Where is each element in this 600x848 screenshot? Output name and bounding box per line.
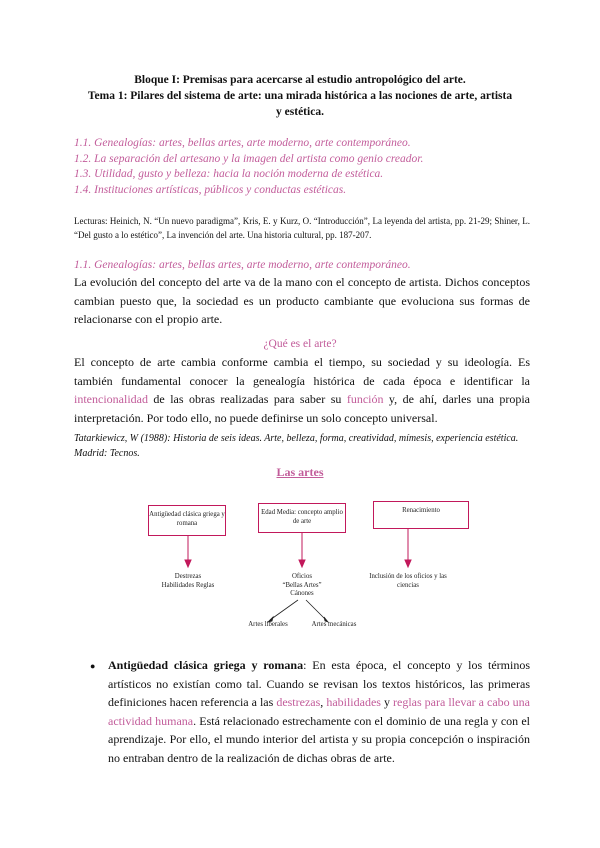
bullet-heading: Antigüedad clásica griega y romana	[108, 658, 304, 672]
label-artes-liberales: Artes liberales	[248, 621, 288, 628]
label-inclusion: Inclusión de los oficios y las ciencias	[369, 573, 447, 589]
title-line-1: Bloque I: Premisas para acercarse al estudio antropológico del arte.	[134, 74, 466, 86]
bullet-paragraph: Antigüedad clásica griega y romana: En esta época, el concepto y los términos artísticos no existían como tal. Cuando se revisan los textos históricos, las primeras definiciones hacen referencia a las destrezas, habilidades y reglas para llevar a cabo una actividad humana. Está relacionado estrechamente con el dominio de una regla y con el aprendizaje. Por ello, el mundo interior del artista y su propia concepción o inspiración no entraban dentro de la realización de dichas obras de arte.	[108, 658, 530, 765]
citation: Tatarkiewicz, W (1988): Historia de seis ideas. Arte, belleza, forma, creatividad, mímesis, experiencia estética. Madrid: Tecnos.	[74, 433, 519, 459]
label-artes-mecanicas: Artes mecánicas	[311, 621, 357, 628]
section-paragraph: La evolución del concepto del arte va de la mano con el concepto de artista. Dichos conceptos cambian puesto que, la sociedad es un producto cambiante que evoluciona sus formas de relacionarse con el propio arte.	[74, 275, 530, 326]
highlight-funcion: función	[346, 392, 384, 406]
toc-item: 1.2. La separación del artesano y la imagen del artista como genio creador.	[74, 152, 424, 165]
box-antiguedad: Antigüedad clásica griega y romana	[148, 505, 226, 536]
diagram-title: Las artes	[276, 465, 324, 479]
question-paragraph: El concepto de arte cambia conforme cambia el tiempo, su sociedad y su ideología. Es también fundamental conocer la genealogía histórica de cada época e identificar la intencionalidad de las obras realizadas para saber su función y, de ahí, darles una propia interpretación. Por todo ello, no puede definirse un solo concepto universal.	[74, 355, 531, 425]
highlight-habilidades: habilidades	[326, 695, 381, 709]
bullet-marker: ●	[90, 661, 96, 671]
toc-item: 1.4. Instituciones artísticas, públicos y conductas estéticas.	[74, 183, 347, 196]
section-title: 1.1. Genealogías: artes, bellas artes, arte moderno, arte contemporáneo.	[74, 259, 411, 271]
readings: Lecturas: Heinich, N. “Un nuevo paradigma”, Kris, E. y Kurz, O. “Introducción”, La leyenda del artista, pp. 21-29; Shiner, L. “Del gusto a lo estético”, La invención del arte. Una historia cultural, pp. 187-207.	[74, 216, 530, 240]
question-heading: ¿Qué es el arte?	[263, 338, 337, 350]
toc-item: 1.3. Utilidad, gusto y belleza: hacia la noción moderna de estética.	[74, 168, 384, 180]
box-edad-media: Edad Media: concepto amplio de arte	[258, 503, 346, 533]
highlight-reglas: reglas para llevar a cabo una actividad humana	[108, 695, 530, 728]
title-line-2: Tema 1: Pilares del sistema de arte: una mirada histórica a las nociones de arte, artista	[87, 90, 513, 102]
label-oficios: Oficios “Bellas Artes” Cánones	[282, 573, 322, 597]
highlight-intencionalidad: intencionalidad	[74, 392, 148, 406]
box-renacimiento: Renacimiento	[373, 501, 469, 529]
title-line-3: y estética.	[276, 106, 324, 118]
label-destrezas: Destrezas Habilidades Reglas	[161, 573, 215, 589]
branch-mecanicas	[306, 600, 326, 620]
toc-item: 1.1. Genealogías: artes, bellas artes, arte moderno, arte contemporáneo.	[74, 137, 411, 149]
highlight-destrezas: destrezas	[276, 695, 321, 709]
branch-liberales	[270, 600, 298, 620]
